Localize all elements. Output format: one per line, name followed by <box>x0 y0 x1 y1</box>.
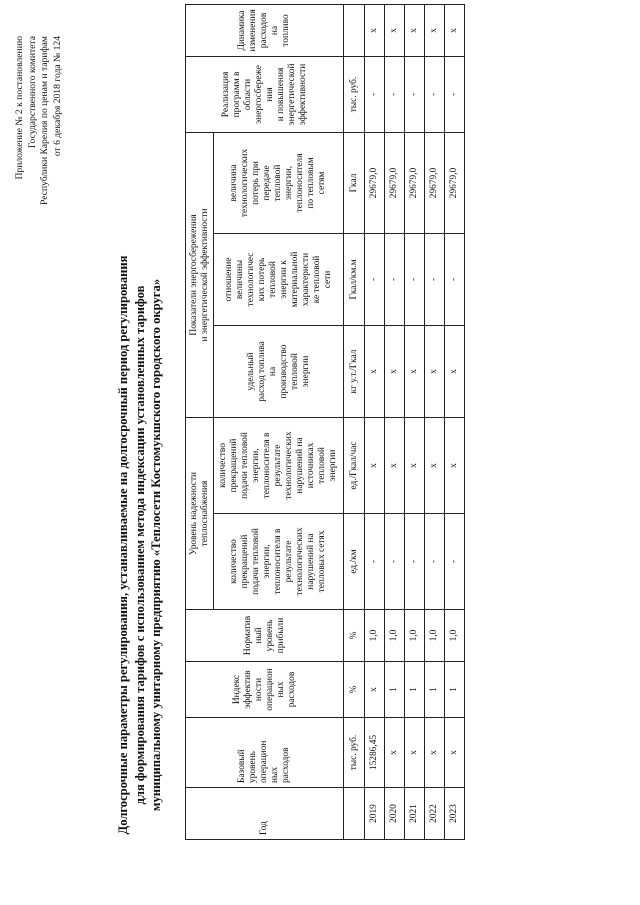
unit-cell: % <box>344 610 365 662</box>
unit-cell: тыс. руб. <box>344 718 365 788</box>
value-cell: x <box>405 325 425 417</box>
value-cell: x <box>425 4 445 56</box>
value-cell: - <box>425 514 445 610</box>
value-cell: x <box>445 718 465 788</box>
value-cell: x <box>385 325 405 417</box>
unit-cell <box>344 4 365 56</box>
unit-cell: Гкал/км.м <box>344 233 365 325</box>
value-cell: - <box>445 233 465 325</box>
header-reliability-group: Уровень надежности теплоснабжения <box>186 417 214 609</box>
unit-cell <box>344 788 365 840</box>
table-row <box>385 4 405 839</box>
appendix-line: Государственного комитета <box>26 36 38 149</box>
header-energy-group: Показатели энергосбережения и энергетической эффективности <box>186 132 214 417</box>
value-cell: x <box>405 417 425 513</box>
title-line: муниципальному унитарному предприятию «Теплосети Костомукшского городского округа» <box>149 278 163 812</box>
parameters-table <box>185 4 465 840</box>
value-cell: x <box>445 325 465 417</box>
value-cell: - <box>385 56 405 132</box>
table-row <box>445 4 465 839</box>
title-line: для формирования тарифов с использованием метода индексации установленных тарифов <box>132 285 147 805</box>
value-cell: x <box>365 325 385 417</box>
value-cell: x <box>405 718 425 788</box>
value-cell: 29679,0 <box>445 132 465 233</box>
document-title <box>115 225 165 865</box>
value-cell: 1,0 <box>445 610 465 662</box>
value-cell: 1,0 <box>365 610 385 662</box>
appendix-line: от 6 декабря 2018 года № 124 <box>51 36 63 157</box>
year-cell: 2021 <box>405 788 425 840</box>
header-loss-ratio: отношение величины технологичес ких потерь тепловой энергии к материальной характеристи ке тепловой сети <box>214 233 344 325</box>
value-cell: - <box>385 233 405 325</box>
value-cell: 1 <box>385 662 405 718</box>
unit-cell: кг у.т./Гкал <box>344 325 365 417</box>
title-line: Долгосрочные параметры регулирования, устанавливаемые на долгосрочный период регулирования <box>116 255 130 835</box>
unit-cell: ед./км <box>344 514 365 610</box>
header-program: Реализация программ в области энергосбереже ния и повышения энергетической эффективности <box>186 56 344 132</box>
header-reliability-sources: количество прекращений подачи тепловой энергии, теплоносителя в результате технологических нарушений на источниках тепловой энергии <box>214 417 344 513</box>
appendix-note <box>14 36 64 205</box>
units-row <box>344 4 365 839</box>
header-efficiency-index: Индекс эффектив ности операцион ных расходов <box>186 662 344 718</box>
value-cell: x <box>425 325 445 417</box>
value-cell: - <box>365 514 385 610</box>
table-row <box>365 4 385 839</box>
value-cell: 29679,0 <box>405 132 425 233</box>
value-cell: 29679,0 <box>425 132 445 233</box>
value-cell: 1 <box>445 662 465 718</box>
unit-cell: Гкал <box>344 132 365 233</box>
value-cell: 29679,0 <box>385 132 405 233</box>
year-cell: 2020 <box>385 788 405 840</box>
value-cell: 1,0 <box>385 610 405 662</box>
unit-cell: ед./Гкал/час <box>344 417 365 513</box>
value-cell: - <box>425 56 445 132</box>
value-cell: x <box>405 4 425 56</box>
value-cell: 1 <box>425 662 445 718</box>
year-cell: 2022 <box>425 788 445 840</box>
year-cell: 2019 <box>365 788 385 840</box>
header-fuel-dynamics: Динамика изменения расходов на топливо <box>186 4 344 56</box>
value-cell: x <box>445 417 465 513</box>
value-cell: - <box>385 514 405 610</box>
value-cell: - <box>365 56 385 132</box>
table-row <box>405 4 425 839</box>
value-cell: 1,0 <box>425 610 445 662</box>
header-profit-level: Норматив ный уровень прибыли <box>186 610 344 662</box>
value-cell: x <box>425 417 445 513</box>
unit-cell: тыс. руб. <box>344 56 365 132</box>
value-cell: x <box>385 4 405 56</box>
value-cell: - <box>405 514 425 610</box>
year-cell: 2023 <box>445 788 465 840</box>
header-loss-value: величина технологических потерь при передаче тепловой энергии, теплоносителя по тепловым сетям <box>214 132 344 233</box>
value-cell: - <box>445 56 465 132</box>
value-cell: x <box>365 662 385 718</box>
value-cell: 29679,0 <box>365 132 385 233</box>
value-cell: - <box>405 233 425 325</box>
value-cell: - <box>445 514 465 610</box>
appendix-line: Республики Карелия по ценам и тарифам <box>39 36 50 206</box>
unit-cell: % <box>344 662 365 718</box>
header-reliability-networks: количество прекращений подачи тепловой энергии, теплоносителя в результате технологических нарушений на тепловых сетях <box>214 514 344 610</box>
value-cell: 15286,45 <box>365 718 385 788</box>
appendix-line: Приложение № 2 к постановлению <box>14 36 25 180</box>
value-cell: x <box>385 417 405 513</box>
value-cell: 1,0 <box>405 610 425 662</box>
value-cell: - <box>365 233 385 325</box>
value-cell: x <box>425 718 445 788</box>
value-cell: x <box>365 4 385 56</box>
value-cell: x <box>385 718 405 788</box>
value-cell: 1 <box>405 662 425 718</box>
header-fuel-rate: удельный расход топлива на производство тепловой энергии <box>214 325 344 417</box>
header-base-cost: Базовый уровень операцион ных расходов <box>186 718 344 788</box>
value-cell: x <box>365 417 385 513</box>
value-cell: - <box>405 56 425 132</box>
value-cell: - <box>425 233 445 325</box>
table-row <box>425 4 445 839</box>
header-year: Год <box>186 788 344 840</box>
value-cell: x <box>445 4 465 56</box>
